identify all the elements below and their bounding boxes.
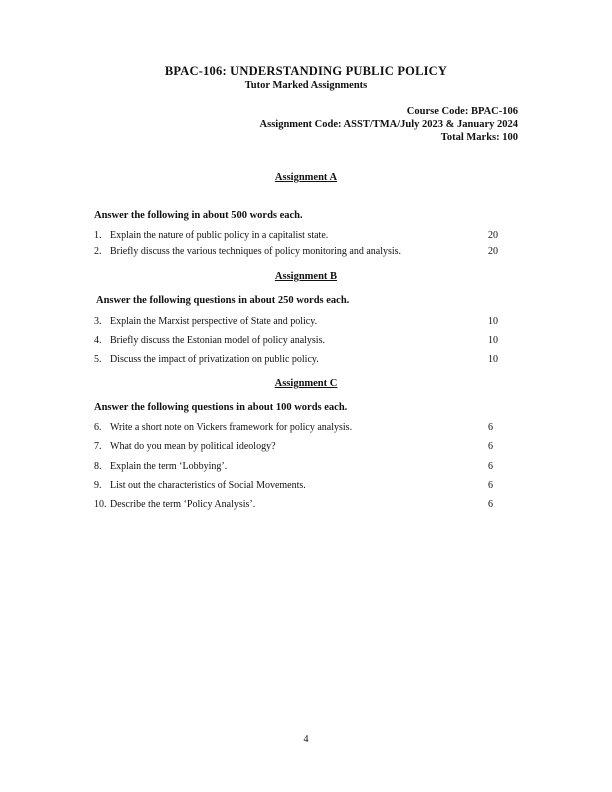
- question-marks: 10: [488, 354, 498, 365]
- section-instruction-b: Answer the following questions in about 250 words each.: [96, 295, 350, 306]
- section-instruction-a: Answer the following in about 500 words each.: [94, 210, 303, 221]
- course-code: Course Code: BPAC-106: [406, 106, 518, 117]
- question-marks: 10: [488, 316, 498, 327]
- assignment-code: Assignment Code: ASST/TMA/July 2023 & January 2024: [259, 119, 518, 130]
- question-text: Explain the Marxist perspective of State and policy.: [110, 316, 318, 327]
- question-text: Describe the term ‘Policy Analysis’.: [110, 499, 256, 510]
- question-number: 7.: [94, 441, 102, 452]
- question-number: 4.: [94, 335, 102, 346]
- question-item: [94, 441, 524, 455]
- question-item: [94, 335, 524, 349]
- question-number: 8.: [94, 461, 102, 472]
- section-heading-b: Assignment B: [274, 271, 338, 282]
- question-text: Write a short note on Vickers framework for policy analysis.: [110, 422, 353, 433]
- section-instruction-c: Answer the following questions in about 100 words each.: [94, 402, 348, 413]
- question-number: 2.: [94, 246, 102, 257]
- question-text: Explain the nature of public policy in a capitalist state.: [110, 230, 329, 241]
- question-text: Explain the term ‘Lobbying’.: [110, 461, 228, 472]
- question-item: [94, 316, 524, 330]
- question-marks: 6: [488, 422, 493, 433]
- question-item: [94, 480, 524, 494]
- section-heading-a: Assignment A: [274, 172, 338, 183]
- question-marks: 6: [488, 499, 493, 510]
- page-number: 4: [303, 734, 309, 745]
- section-heading-c: Assignment C: [274, 378, 338, 389]
- question-number: 9.: [94, 480, 102, 491]
- question-marks: 6: [488, 480, 493, 491]
- question-item: [94, 230, 524, 244]
- total-marks: Total Marks: 100: [440, 132, 518, 143]
- question-text: Discuss the impact of privatization on public policy.: [110, 354, 319, 365]
- document-title: BPAC-106: UNDERSTANDING PUBLIC POLICY: [164, 64, 448, 78]
- question-marks: 20: [488, 246, 498, 257]
- question-number: 6.: [94, 422, 102, 433]
- question-number: 3.: [94, 316, 102, 327]
- question-item: [94, 354, 524, 368]
- question-item: [94, 422, 524, 436]
- question-text: What do you mean by political ideology?: [110, 441, 276, 452]
- question-number: 10.: [94, 499, 107, 510]
- question-marks: 6: [488, 441, 493, 452]
- question-number: 1.: [94, 230, 102, 241]
- question-item: [94, 499, 524, 513]
- question-marks: 6: [488, 461, 493, 472]
- question-text: Briefly discuss the various techniques of policy monitoring and analysis.: [110, 246, 402, 257]
- question-number: 5.: [94, 354, 102, 365]
- question-marks: 10: [488, 335, 498, 346]
- question-marks: 20: [488, 230, 498, 241]
- question-item: [94, 246, 524, 260]
- question-text: List out the characteristics of Social Movements.: [110, 480, 306, 491]
- question-text: Briefly discuss the Estonian model of policy analysis.: [110, 335, 325, 346]
- question-item: [94, 461, 524, 475]
- document-subtitle: Tutor Marked Assignments: [244, 80, 368, 91]
